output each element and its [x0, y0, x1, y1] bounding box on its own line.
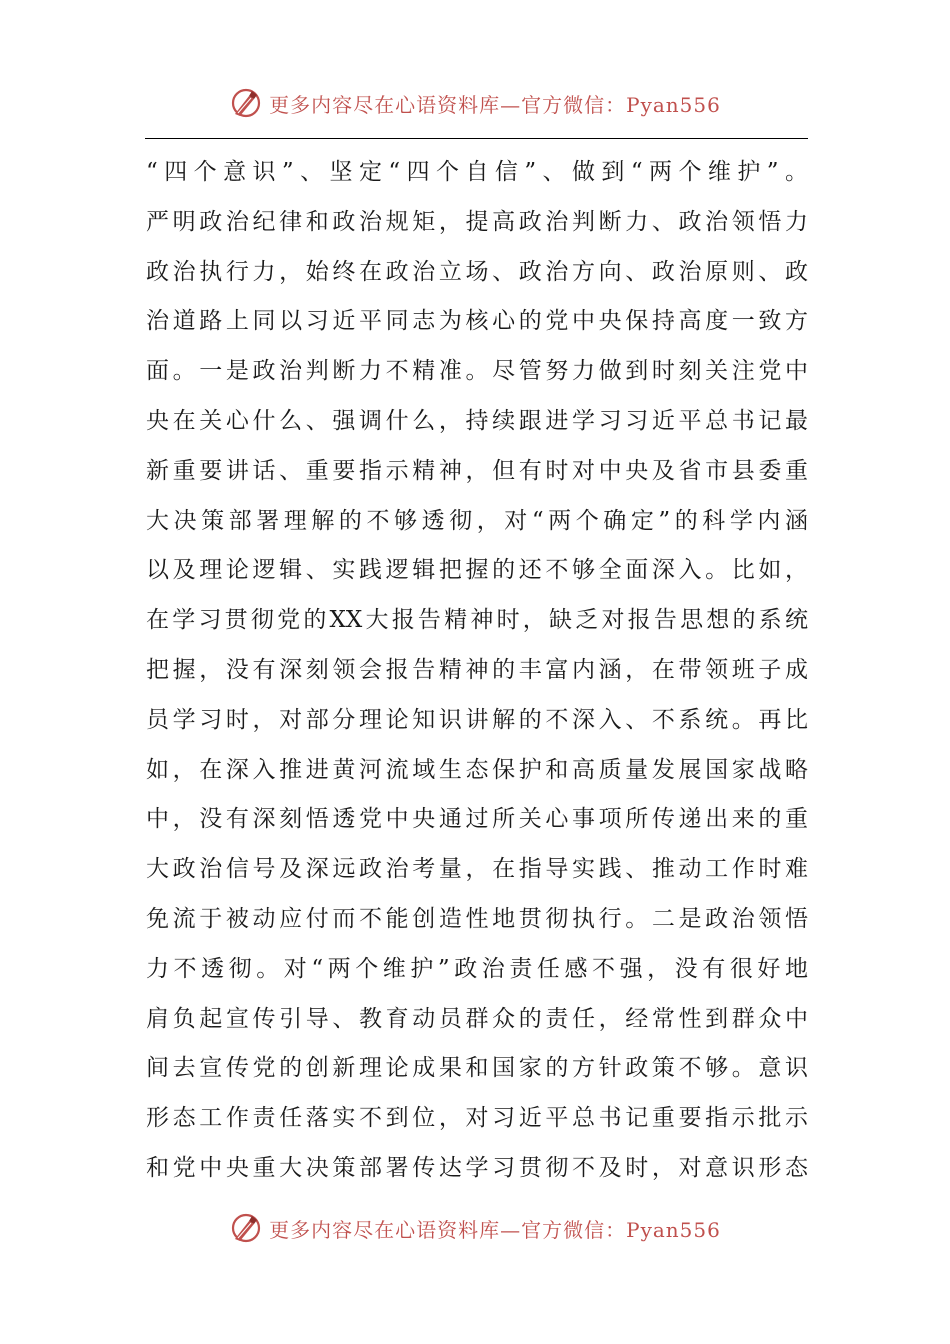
- text-line: 把握，没有深刻领会报告精神的丰富内涵，在带领班子成: [146, 656, 808, 683]
- text-line: 大政治信号及深远政治考量，在指导实践、推动工作时难: [146, 856, 808, 883]
- header-banner-text: 更多内容尽在心语资料库—官方微信：Pyan556: [269, 92, 721, 117]
- text-line: 形态工作责任落实不到位，对习近平总书记重要指示批示: [146, 1105, 808, 1132]
- text-line: 免流于被动应付而不能创造性地贯彻执行。二是政治领悟: [146, 905, 808, 932]
- text-line: 以及理论逻辑、实践逻辑把握的还不够全面深入。比如，: [146, 557, 808, 584]
- text-line: 政治执行力，始终在政治立场、政治方向、政治原则、政: [146, 258, 808, 285]
- text-line: “四个意识”、坚定“四个自信”、做到“两个维护”。: [146, 159, 808, 185]
- text-line: 面。一是政治判断力不精准。尽管努力做到时刻关注党中: [146, 358, 808, 385]
- text-line: 如，在深入推进黄河流域生态保护和高质量发展国家战略: [146, 756, 808, 783]
- text-line: 在学习贯彻党的XX大报告精神时，缺乏对报告思想的系统: [146, 607, 808, 634]
- text-line: 间去宣传党的创新理论成果和国家的方针政策不够。意识: [146, 1055, 808, 1082]
- document-body: [146, 148, 808, 1194]
- text-line: 力不透彻。对“两个维护”政治责任感不强，没有很好地: [146, 955, 808, 982]
- text-line: 肩负起宣传引导、教育动员群众的责任，经常性到群众中: [146, 1005, 808, 1032]
- text-line: 和党中央重大决策部署传达学习贯彻不及时，对意识形态: [146, 1154, 808, 1181]
- header-divider: [145, 138, 808, 139]
- text-line: 新重要讲话、重要指示精神，但有时对中央及省市县委重: [146, 457, 808, 484]
- header-banner: [0, 86, 950, 120]
- pen-nib-logo-icon: [229, 86, 263, 120]
- footer-banner-text: 更多内容尽在心语资料库—官方微信：Pyan556: [269, 1217, 721, 1242]
- footer-banner: [0, 1211, 950, 1245]
- text-line: 员学习时，对部分理论知识讲解的不深入、不系统。再比: [146, 706, 808, 733]
- text-line: 大决策部署理解的不够透彻，对“两个确定”的科学内涵: [146, 507, 808, 534]
- text-line: 治道路上同以习近平同志为核心的党中央保持高度一致方: [146, 308, 808, 335]
- text-line: 央在关心什么、强调什么，持续跟进学习习近平总书记最: [146, 407, 808, 434]
- text-line: 严明政治纪律和政治规矩，提高政治判断力、政治领悟力: [146, 208, 808, 235]
- text-line: 中，没有深刻悟透党中央通过所关心事项所传递出来的重: [146, 806, 808, 833]
- pen-nib-logo-icon: [229, 1211, 263, 1245]
